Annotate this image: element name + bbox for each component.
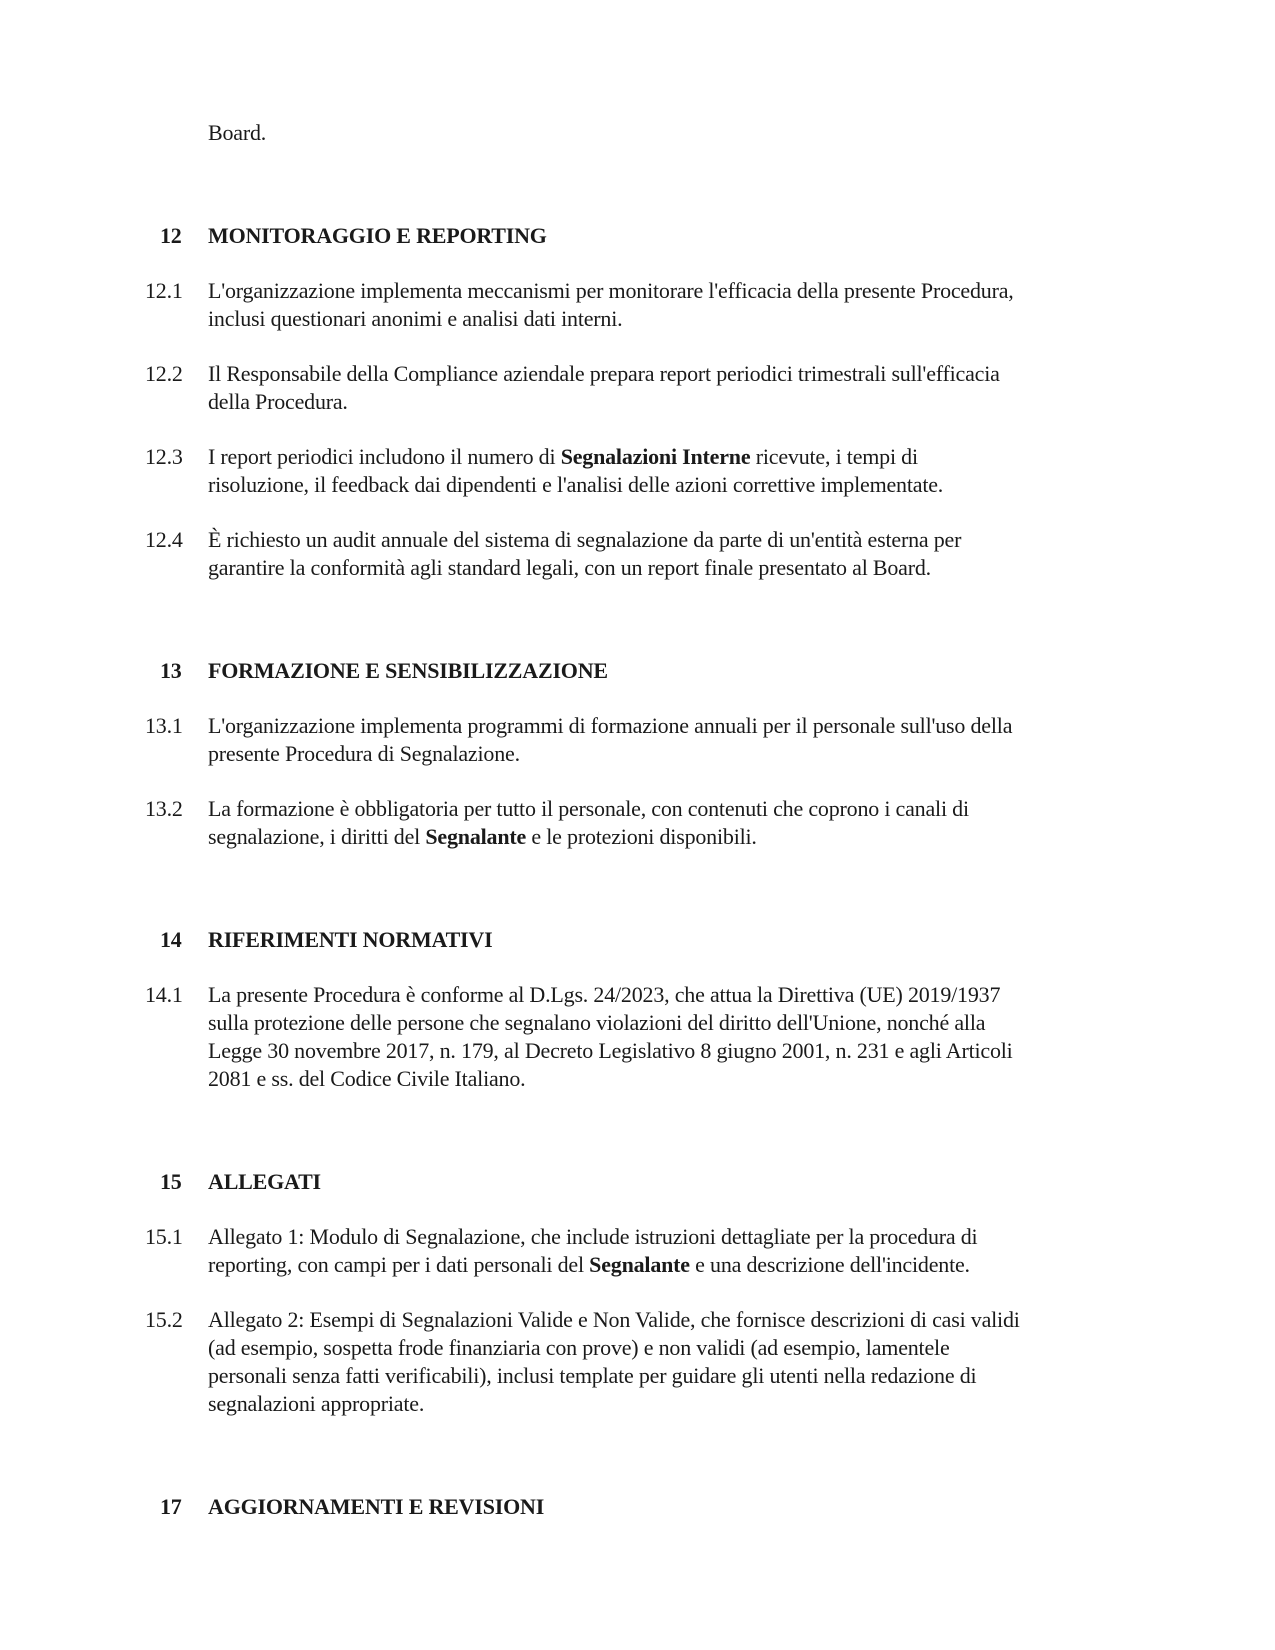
section-heading [145, 657, 1195, 685]
heading-text [208, 926, 1195, 954]
line: segnalazione, i diritti del Segnalante e le protezioni disponibili. [208, 824, 757, 849]
section-number: 15.1 [145, 1224, 183, 1249]
numbered-paragraph [145, 795, 1195, 851]
section-number: 13.1 [145, 713, 183, 738]
line: MONITORAGGIO E REPORTING [208, 223, 547, 248]
line: reporting, con campi per i dati personali del Segnalante e una descrizione dell'incidente. [208, 1252, 970, 1277]
numbered-paragraph [145, 360, 1195, 416]
paragraph-text [208, 1223, 1195, 1279]
section-number: 12 [160, 223, 182, 248]
line: 2081 e ss. del Codice Civile Italiano. [208, 1066, 526, 1091]
line: (ad esempio, sospetta frode finanziaria con prove) e non validi (ad esempio, lamentele [208, 1335, 950, 1360]
line: sulla protezione delle persone che segnalano violazioni del diritto dell'Unione, nonché alla [208, 1010, 986, 1035]
numbered-paragraph [145, 1223, 1195, 1279]
numbered-paragraph [145, 526, 1195, 582]
line: garantire la conformità agli standard legali, con un report finale presentato al Board. [208, 555, 931, 580]
line: L'organizzazione implementa meccanismi per monitorare l'efficacia della presente Procedura, [208, 278, 1014, 303]
section-number: 13 [160, 658, 182, 683]
section-number: 12.2 [145, 361, 183, 386]
paragraph-text [208, 1306, 1195, 1418]
line: Allegato 1: Modulo di Segnalazione, che include istruzioni dettagliate per la procedura di [208, 1224, 978, 1249]
paragraph-text [208, 360, 1195, 416]
line: della Procedura. [208, 389, 348, 414]
section-number: 15 [160, 1169, 182, 1194]
numbered-paragraph [145, 712, 1195, 768]
line: personali senza fatti verificabili), inclusi template per guidare gli utenti nella redazione di [208, 1363, 977, 1388]
paragraph-text [208, 526, 1195, 582]
paragraph-text [208, 981, 1195, 1093]
line: inclusi questionari anonimi e analisi dati interni. [208, 306, 623, 331]
line: È richiesto un audit annuale del sistema di segnalazione da parte di un'entità esterna per [208, 527, 962, 552]
heading-text [208, 1493, 1195, 1521]
section-number: 13.2 [145, 796, 183, 821]
paragraph-text [208, 119, 1195, 147]
paragraph-text [208, 277, 1195, 333]
section-heading [145, 222, 1195, 250]
paragraph-text [208, 443, 1195, 499]
line: Legge 30 novembre 2017, n. 179, al Decreto Legislativo 8 giugno 2001, n. 231 e agli Articoli [208, 1038, 1013, 1063]
paragraph-text [208, 795, 1195, 851]
section-number: 15.2 [145, 1307, 183, 1332]
line: FORMAZIONE E SENSIBILIZZAZIONE [208, 658, 608, 683]
paragraph-text [208, 712, 1195, 768]
section-heading [145, 1168, 1195, 1196]
section-number: 12.3 [145, 444, 183, 469]
line: presente Procedura di Segnalazione. [208, 741, 520, 766]
numbered-paragraph [145, 981, 1195, 1093]
line: L'organizzazione implementa programmi di formazione annuali per il personale sull'uso della [208, 713, 1013, 738]
numbered-paragraph [145, 277, 1195, 333]
section-number: 14 [160, 927, 182, 952]
paragraph [145, 119, 1195, 147]
line: I report periodici includono il numero di Segnalazioni Interne ricevute, i tempi di [208, 444, 918, 469]
line: Allegato 2: Esempi di Segnalazioni Valide e Non Valide, che fornisce descrizioni di casi validi [208, 1307, 1020, 1332]
line: AGGIORNAMENTI E REVISIONI [208, 1494, 545, 1519]
section-heading [145, 926, 1195, 954]
line: risoluzione, il feedback dai dipendenti e l'analisi delle azioni correttive implementate. [208, 472, 944, 497]
line: ALLEGATI [208, 1169, 321, 1194]
heading-text [208, 1168, 1195, 1196]
section-number: 12.4 [145, 527, 183, 552]
heading-text [208, 657, 1195, 685]
section-number: 17 [160, 1494, 182, 1519]
line: RIFERIMENTI NORMATIVI [208, 927, 493, 952]
numbered-paragraph [145, 443, 1195, 499]
section-number: 12.1 [145, 278, 183, 303]
line: La formazione è obbligatoria per tutto il personale, con contenuti che coprono i canali di [208, 796, 969, 821]
heading-text [208, 222, 1195, 250]
document-body [145, 119, 1195, 1521]
section-heading [145, 1493, 1195, 1521]
section-number: 14.1 [145, 982, 183, 1007]
line: La presente Procedura è conforme al D.Lgs. 24/2023, che attua la Direttiva (UE) 2019/1937 [208, 982, 1001, 1007]
line: segnalazioni appropriate. [208, 1391, 425, 1416]
line: Il Responsabile della Compliance aziendale prepara report periodici trimestrali sull'efficacia [208, 361, 1000, 386]
numbered-paragraph [145, 1306, 1195, 1418]
line: Board. [208, 120, 267, 145]
